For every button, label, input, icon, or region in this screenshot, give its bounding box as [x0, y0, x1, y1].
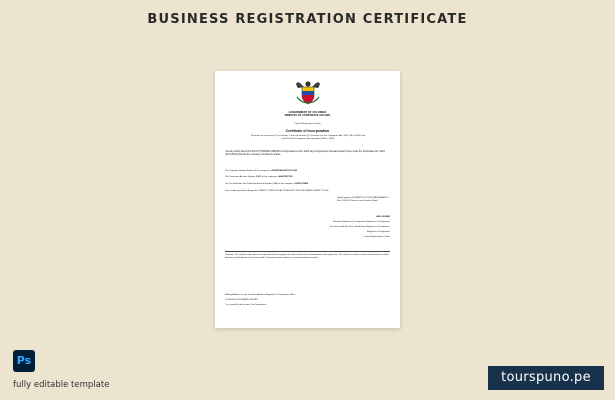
page-heading: BUSINESS REGISTRATION CERTIFICATE	[147, 12, 468, 27]
pan-value: AAKCR8712D	[278, 176, 293, 178]
signatory-office: Registrar of Companies	[367, 231, 390, 233]
mailing-note: * as issued by the Income Tax Department	[225, 304, 267, 306]
mailing-label: Mailing Address as per record available in Registrar of Companies office:	[225, 294, 296, 296]
pursuant-clause: [Pursuant to sub-section (2) of section 7 and sub-section (1) of section 8 of the Companies Act, 2024 (18 of 2024) and rule 18 of the Companies (Incorporation) Rules, 2024]	[251, 135, 365, 140]
divider	[225, 251, 390, 252]
cin-value: U62099KA2023PTC176190	[271, 170, 298, 172]
tan-value: BLRL12345E	[295, 183, 309, 185]
signatory-name: ANIL KUMAR	[376, 216, 390, 218]
cin-label: The Corporate Identity Number of the company is	[225, 170, 271, 172]
tan-line	[225, 183, 390, 185]
signatory-block	[310, 215, 390, 240]
brand-logo[interactable]: tourspuno.pe	[488, 366, 604, 390]
government-name	[215, 111, 400, 117]
certification-statement: I hereby certify that LOCA SCOUT PRIVATE LIMITED is incorporated on this Tenth day of August Five thousand twenty three under the Companies Act, 2024 (18 of 2024) and that the company is limited by shares.	[225, 151, 385, 156]
registration-office: Central Registration Centre	[294, 123, 321, 125]
disclaimer-text: Disclaimer: This certificate only evidences incorporation of the company on the basis of documents and declarations of the applicant(s). This certificate is neither a license nor permission to conduct business or solicit deposits or funds from public. Permission of sector regulator is necessary wherever required.	[225, 254, 390, 259]
signatory-centre: Central Registration Centre	[363, 236, 390, 238]
government-line: GOVERNMENT OF COLOMBIA	[288, 111, 327, 114]
digital-signature-block: Digitally signed by DS MINISTRY OF CORPORATE AFFAIRS 02 Date: 2024.08.12 Reason: Issued Location: Bogota	[337, 197, 389, 202]
editable-template-caption: fully editable template	[13, 380, 110, 390]
tan-label: The Tax Deduction and Collection Account Number (TAN) of the company is	[225, 183, 295, 185]
mailing-company: LOCA SCOUT PRIVATE LIMITED	[225, 299, 258, 301]
signatory-role: Assistant Registrar of Companies/ Registrar of Companies	[333, 221, 390, 223]
issue-date-line: Given under my hand at Bogota this TWENTY TWELFTH DAY OF AUGUST TWO THOUSAND TWENTY FOUR	[225, 190, 329, 192]
certificate-document	[215, 71, 400, 328]
pan-line	[225, 176, 390, 178]
pan-label: The Permanent Account Number (PAN) of the company is	[225, 176, 279, 178]
signatory-for: For and on behalf of the Jurisdictional Registrar of Companies	[329, 226, 390, 228]
coat-of-arms-icon	[294, 79, 322, 107]
certificate-title: Certificate of Incorporation	[285, 129, 330, 133]
photoshop-icon: Ps	[13, 350, 35, 372]
ministry-line: MINISTRY OF CORPORATE AFFAIRS	[284, 114, 331, 118]
mailing-address-block	[225, 293, 390, 308]
cin-line	[225, 170, 390, 172]
